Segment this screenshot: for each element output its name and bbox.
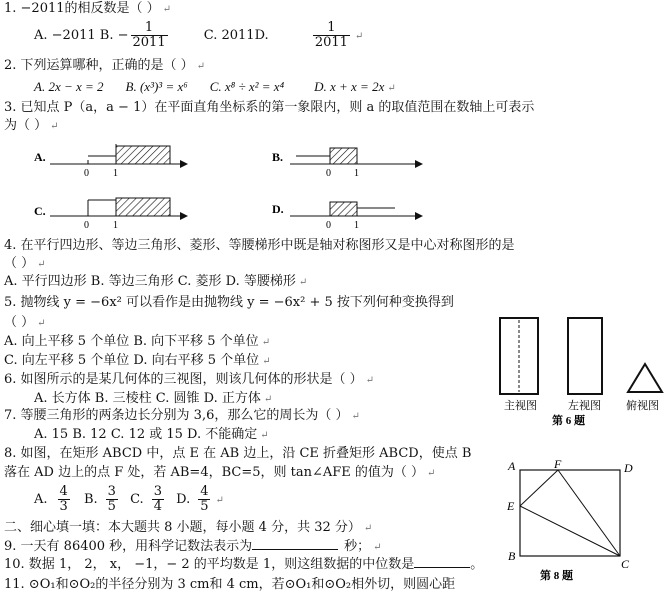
q3-option-a-figure <box>34 144 188 179</box>
q8-rectangle-figure <box>500 458 671 586</box>
q8-options: A. $\frac{4}{3}$ B. $\frac{3}{5}$ C. $\frac{3}{4}$ D. $\frac{4}{5}$ ↵ <box>34 484 224 514</box>
front-view-label: 主视图 <box>504 400 537 412</box>
q8-caption: 第 8 题 <box>540 570 573 582</box>
q3-number-lines <box>0 136 430 236</box>
side-view-rect <box>568 318 602 394</box>
point-f-label: F <box>554 458 562 471</box>
q3-label-c: C. <box>34 204 46 218</box>
q3-a-tick0: 0 <box>84 168 89 179</box>
q10-stem: 10. 数据 1， 2， x， −1，− 2 的平均数是 1，则这组数据的中位数是 。 <box>4 557 484 572</box>
q3-option-c-figure <box>34 198 188 231</box>
q3-d-tick1: 1 <box>354 220 359 231</box>
q8-stem: 8. 如图，在矩形 ABCD 中，点 E 在 AB 边上，沿 CE 折叠矩形 ABCD，使点 B <box>4 446 472 461</box>
q3-stem: 3. 已知点 P（a，a − 1）在平面直角坐标系的第一象限内，则 a 的取值范围在数轴上可表示 <box>4 100 535 115</box>
point-a-label: A <box>508 459 516 473</box>
q6-caption: 第 6 题 <box>552 415 585 427</box>
q2-options: A. 2x − x = 2 B. (x³)³ = x⁶ C. x⁸ ÷ x² = x⁴ D. x + x = 2x ↵ <box>34 79 396 94</box>
point-b-label: B <box>508 549 516 563</box>
q11-stem: 11. ⊙O₁和⊙O₂的半径分别为 3 cm和 4 cm，若⊙O₁和⊙O₂相外切，则圆心距 <box>4 577 456 592</box>
q3-stem-cont: 为（ ） ↵ <box>4 118 59 133</box>
q3-option-d-figure <box>272 202 423 231</box>
top-view-triangle <box>628 364 662 392</box>
q3-d-tick0: 0 <box>326 220 331 231</box>
q4-stem: 4. 在平行四边形、等边三角形、菱形、等腰梯形中既是轴对称图形又是中心对称图形的是 <box>4 238 515 253</box>
fold-line-ec <box>520 506 620 556</box>
q3-label-a: A. <box>34 150 46 164</box>
q1-options: A. −2011 B. − $\frac{1}{2011}$ C. 2011D. $\frac{1}{2011}$ ↵ <box>34 20 364 50</box>
q3-c-tick0: 0 <box>84 220 89 231</box>
q9-answer-blank[interactable] <box>252 549 338 550</box>
point-d-label: D <box>624 461 633 475</box>
q6-stem: 6. 如图所示的是某几何体的三视图，则该几何体的形状是（ ） ↵ <box>4 372 375 387</box>
q3-b-tick0: 0 <box>326 168 331 179</box>
section-2-heading: 二、细心填一填：本大题共 8 小题，每小题 4 分，共 32 分） ↵ <box>4 520 373 535</box>
segment-ef <box>520 470 558 506</box>
top-view-label: 俯视图 <box>626 400 659 412</box>
q6-three-views-figure <box>490 312 671 430</box>
point-e-label: E <box>507 499 515 513</box>
q4-paren: （ ） ↵ <box>4 256 46 271</box>
point-c-label: C <box>621 557 630 571</box>
q10-answer-blank[interactable] <box>414 567 470 568</box>
q3-option-b-figure <box>272 148 423 179</box>
q7-options: A. 15 B. 12 C. 12 或 15 D. 不能确定 ↵ <box>34 427 269 442</box>
q5-stem: 5. 抛物线 y = −6x² 可以看作是由抛物线 y = −6x² + 5 按下列何种变换得到 <box>4 295 454 310</box>
q9-stem: 9. 一天有 86400 秒，用科学记数法表示为 秒； ↵ <box>4 539 382 554</box>
q6-options: A. 长方体 B. 三棱柱 C. 圆锥 D. 正方体 ↵ <box>34 391 273 406</box>
segment-fc <box>558 470 620 556</box>
side-view-label: 左视图 <box>568 400 601 412</box>
q3-label-d: D. <box>272 202 284 216</box>
q3-b-tick1: 1 <box>354 168 359 179</box>
q4-options: A. 平行四边形 B. 等边三角形 C. 菱形 D. 等腰梯形 ↵ <box>4 274 308 289</box>
q3-label-b: B. <box>272 150 284 164</box>
q3-c-tick1: 1 <box>113 220 118 231</box>
q1-stem: 1. −2011的相反数是（ ） ↵ <box>4 1 172 16</box>
q5-options-row2: C. 向左平移 5 个单位 D. 向右平移 5 个单位 ↵ <box>4 353 271 368</box>
q3-a-tick1: 1 <box>113 168 118 179</box>
q8-stem-cont: 落在 AD 边上的点 F 处，若 AB=4，BC=5，则 tan∠AFE 的值为（ ） ↵ <box>4 465 436 480</box>
q7-stem: 7. 等腰三角形的两条边长分别为 3,6，那么它的周长为（ ） ↵ <box>4 408 360 423</box>
q5-paren: （ ） ↵ <box>4 315 46 330</box>
q5-options-row1: A. 向上平移 5 个单位 B. 向下平移 5 个单位 ↵ <box>4 334 271 349</box>
q2-stem: 2. 下列运算哪种，正确的是（ ） ↵ <box>4 58 206 73</box>
